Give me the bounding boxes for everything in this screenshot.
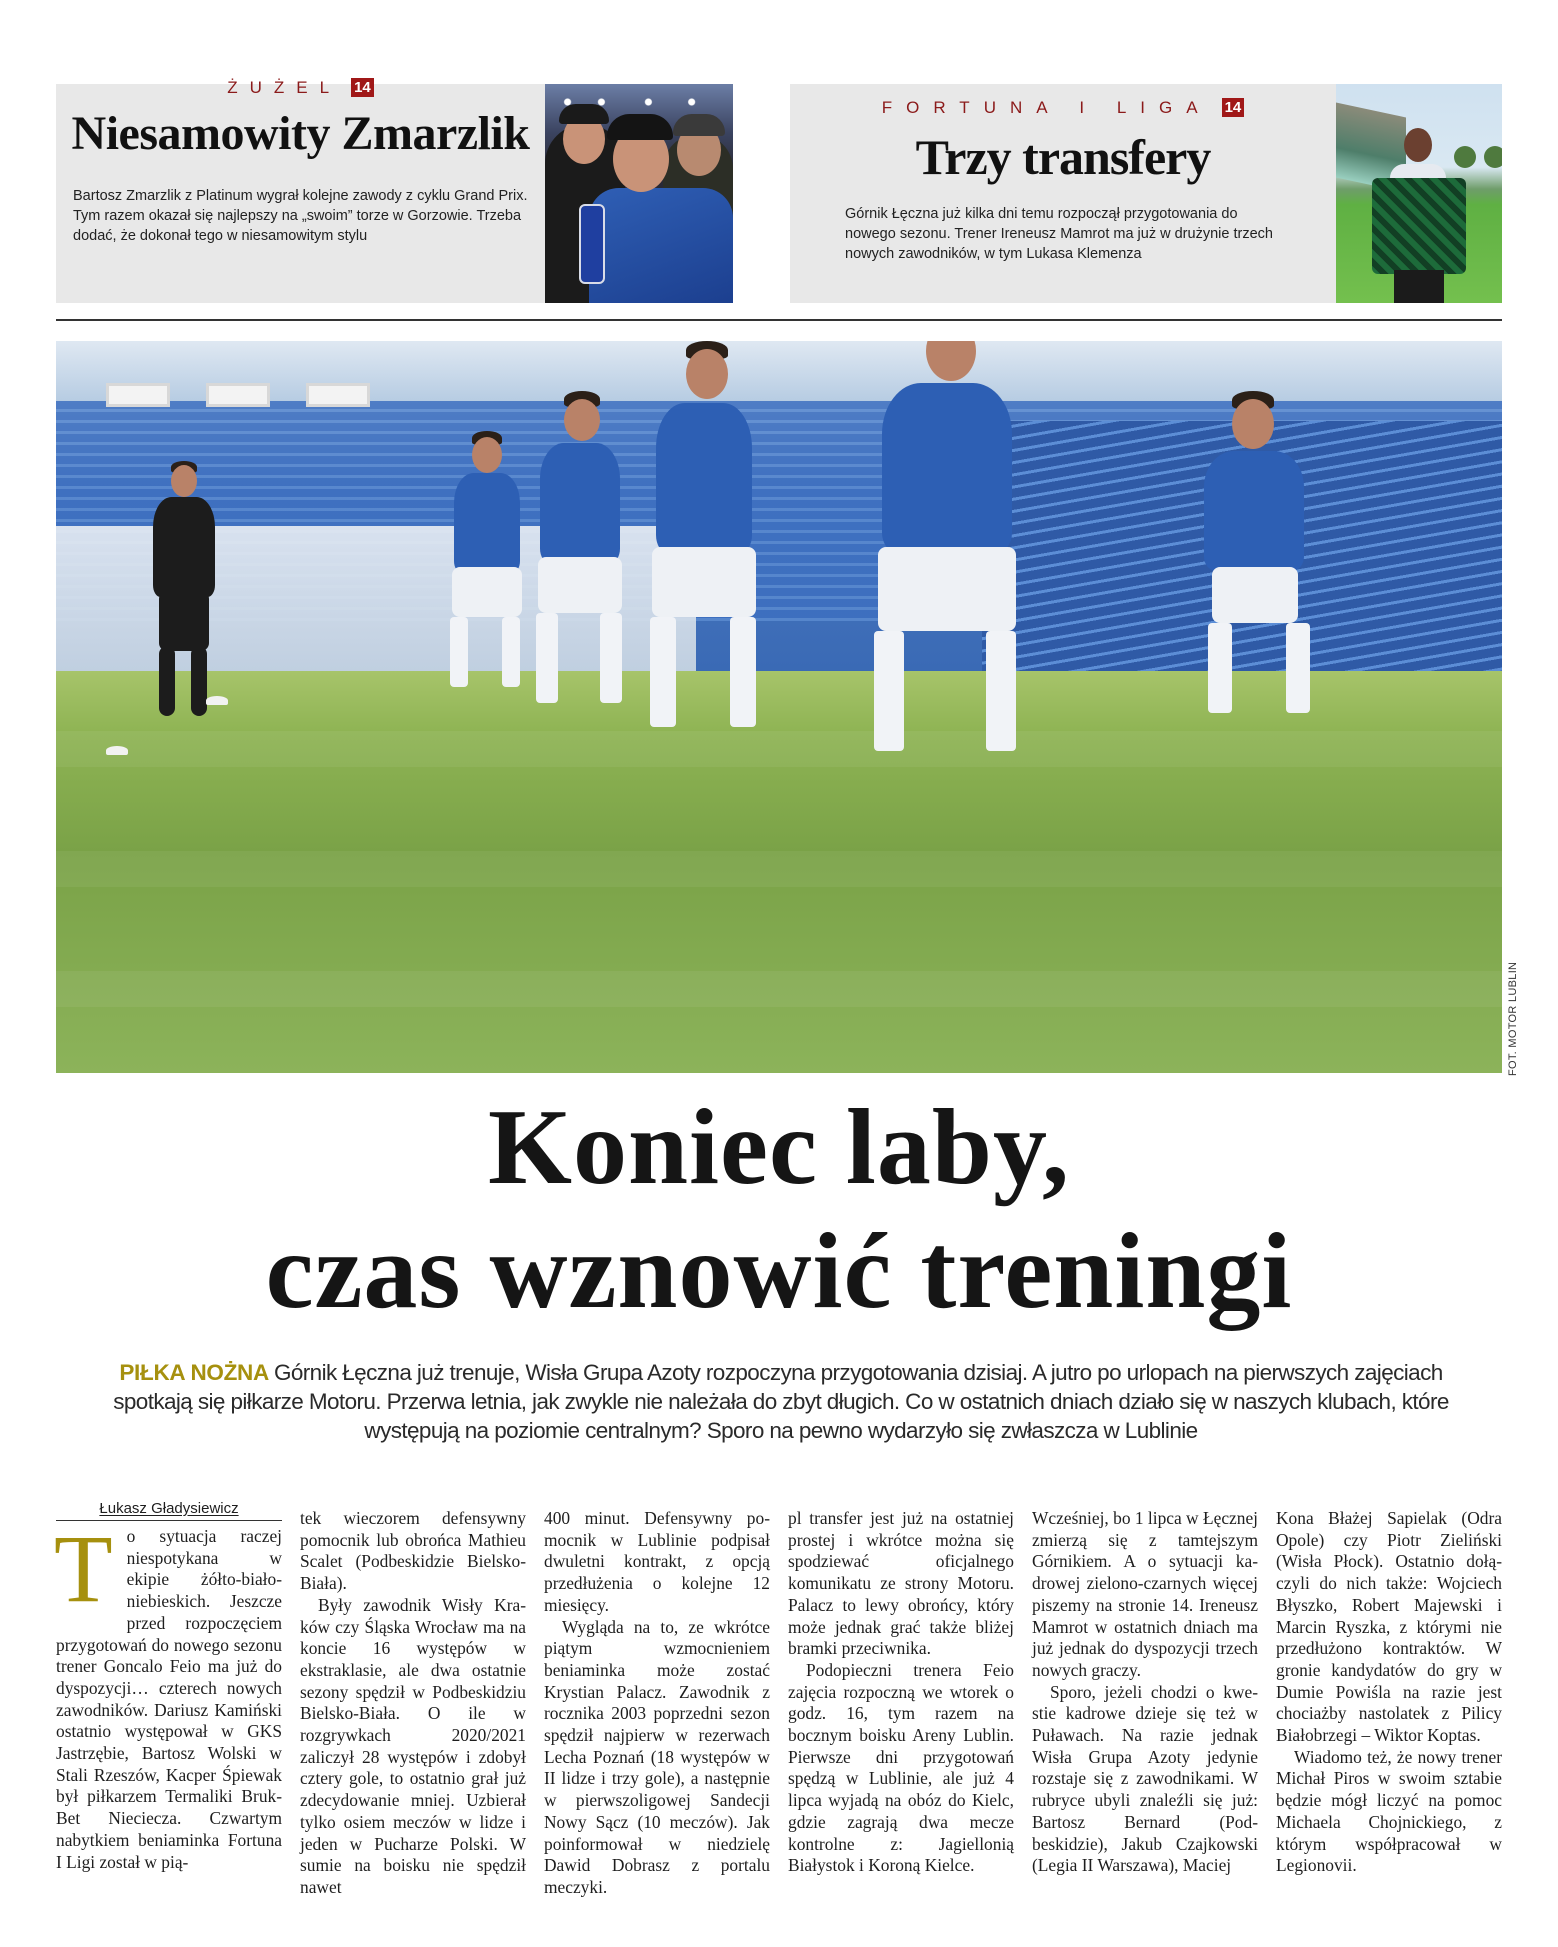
article-column-1	[54, 1500, 282, 1899]
teaser-title[interactable]: Trzy transfery	[915, 129, 1211, 185]
paragraph: pl transfer jest już na ostatniej prostej i wkrótce można się spodziewać oficjalnego komunikatu ze strony Motoru. Palacz to lewy obrońcy, który może jednak grać także bliżej bramki przeciwnika.	[788, 1508, 1014, 1659]
paragraph: Wygląda na to, ze wkrótce piątym wzmocnieniem beniaminka może zostać Krystian Palacz. Zawodnik z rocznika 2003 poprzedni sezon spędził najpierw w rezerwach Lecha Poznań (18 występów w II lidze i trzy gole), a następnie w pierwszoligowej Sandecji Nowy Sącz (10 meczów). Jak poinformował w niedzielę Dawid Dobrasz z portalu meczyki.	[544, 1616, 770, 1897]
section-label: ŻUŻEL	[227, 78, 342, 97]
teaser-kicker	[790, 98, 1336, 118]
teaser-description: Bartosz Zmarzlik z Platinum wygrał kolejne zawody z cyklu Grand Prix. Tym razem okazał się najlepszy na „swoim” torze w Gorzowie. Trzeba dodać, że dokonał tego w niesamowitym stylu	[73, 188, 528, 244]
photo-credit: FOT. MOTOR LUBLIN	[1507, 961, 1519, 1076]
section-label: FORTUNA I LIGA	[881, 98, 1212, 117]
teaser-text	[56, 78, 545, 303]
paragraph: tek wieczorem defensywny pomocnik lub obrońca Mathieu Scalet (Podbeskidzie Bielsko-Biała).	[300, 1508, 526, 1594]
page-reference-badge[interactable]: 14	[351, 78, 374, 97]
lead-text: Górnik Łęczna już trenuje, Wisła Grupa Azoty rozpoczyna przygotowania dzisiaj. A jutro po urlopach na pierwszych zajęciach spotkają się piłkarze Motoru. Przerwa letnia, jak zwykle nie należała do zbyt długich. Co w ostatnich dniach działo się w naszych klubach, które występują na poziomie centralnym? Sporo na pewno wydarzyło się zwłaszcza w Lublinie	[113, 1360, 1449, 1443]
lead-section-label: PIŁKA NOŻNA	[119, 1360, 269, 1385]
headline-line-1: Koniec laby,	[487, 1088, 1071, 1207]
section-divider	[56, 319, 1502, 321]
dropcap: T	[54, 1515, 113, 1622]
paragraph: Kona Błażej Sapielak (Odra Opole) czy Piotr Zieliński (Wisła Płock). Ostatnio dołączyli do nich także: Wojciech Błyszko, Robert Majewski i Marcin Ryszka, z którymi nie przedłużono kontraktów. W gronie kandydatów do gry w Dumie Powiśla na razie jest chociażby nastolatek z Pilicy Białobrzegi – Wiktor Koptas.	[1276, 1508, 1502, 1746]
main-photo-training	[56, 341, 1502, 1073]
paragraph: 400 minut. Defensywny pomocnik w Lublinie podpisał dwuletni kontrakt, z opcją przedłużenia o kolejne 12 miesięcy.	[544, 1508, 770, 1615]
article-column-5	[1032, 1508, 1258, 1899]
article-headline	[56, 1086, 1502, 1334]
author-byline[interactable]: Łukasz Gładysiewicz	[56, 1500, 282, 1521]
teaser-photo-player-jersey	[1336, 84, 1502, 303]
teaser-text	[790, 84, 1336, 303]
paragraph: Sporo, jeżeli chodzi o kwestie kadrowe dzieje się też w Puławach. Na razie jednak Wisła Grupa Azoty jedynie rozstaje się z zawodnikami. W rubryce ubyli znaleźli się już: Bartosz Bernard (Podbeskidzie), Jakub Czajkowski (Legia II Warszawa), Maciej	[1032, 1681, 1258, 1876]
paragraph: Były zawodnik Wisły Kraków czy Śląska Wrocław ma na koncie 16 występów w ekstraklasie, ale dwa ostatnie sezony spędził w Podbeskidziu Bielsko-Biała. O ile w rozgrywkach 2020/2021 zaliczył 28 występów i zdobył cztery gole, to ostatnio grał już zdecydowanie mniej. Uzbierał tylko osiem meczów w lidze i jeden w Pucharze Polski. W sumie na boisku nie spędził nawet	[300, 1594, 526, 1897]
teaser-title[interactable]: Niesamowity Zmarzlik	[71, 107, 530, 160]
headline-line-2: czas wznowić treningi	[265, 1212, 1293, 1331]
teaser-fortuna-i-liga[interactable]	[790, 84, 1502, 303]
page-reference-badge[interactable]: 14	[1222, 98, 1245, 117]
paragraph: o sytuacja raczej niespotykana w ekipie żółto-biało-niebieskich. Jeszcze przed rozpoczęciem przygotowań do nowego sezonu trener Goncalo Feio ma już do dyspozycji… czterech nowych zawodników. Dariusz Kamiński ostatnio występował w GKS Jastrzębie, Bartosz Wolski w Stali Rzeszów, Kacper Śpiewak był piłkarzem Termaliki Bruk-Bet Nieciecza. Czwartym nabytkiem beniaminka Fortuna I Ligi został w pią-	[56, 1526, 282, 1872]
teaser-description: Górnik Łęczna już kilka dni temu rozpoczął przygotowania do nowego sezonu. Trener Ireneusz Mamrot ma już w drużynie trzech nowych zawodników, w tym Lukasa Klemenza	[845, 206, 1273, 262]
article-column-2	[300, 1508, 526, 1899]
article-lead	[96, 1358, 1466, 1445]
teaser-zuzel[interactable]	[56, 78, 733, 303]
paragraph: Wcześniej, bo 1 lipca w Łęcznej zmierzą się z tamtejszym Górnikiem. A o sytuacji kadrowej zielono-czarnych więcej piszemy na stronie 14. Ireneusz Mamrot w ostatnich dniach ma już jednak do dyspozycji trzech nowych graczy.	[1032, 1508, 1258, 1680]
article-column-6	[1276, 1508, 1502, 1899]
article-body	[54, 1500, 1502, 1897]
article-column-4	[788, 1508, 1014, 1899]
paragraph: Podopieczni trenera Feio zajęcia rozpoczną we wtorek o godz. 16, tym razem na bocznym boisku Areny Lublin. Pierwsze dni przygotowań spędzą w Lublinie, ale już 4 lipca wyjadą na obóz do Kielc, gdzie zagrają dwa mecze kontrolne z: Jagiellonią Białystok i Koroną Kielce.	[788, 1659, 1014, 1876]
paragraph: Wiadomo też, że nowy trener Michał Piros w swoim sztabie będzie mógł liczyć na pomoc Michaela Chojnickiego, z którym współpracował w Legionovii.	[1276, 1746, 1502, 1876]
teaser-kicker	[56, 78, 545, 98]
article-column-3	[544, 1508, 770, 1899]
teaser-photo-speedway	[545, 84, 733, 303]
